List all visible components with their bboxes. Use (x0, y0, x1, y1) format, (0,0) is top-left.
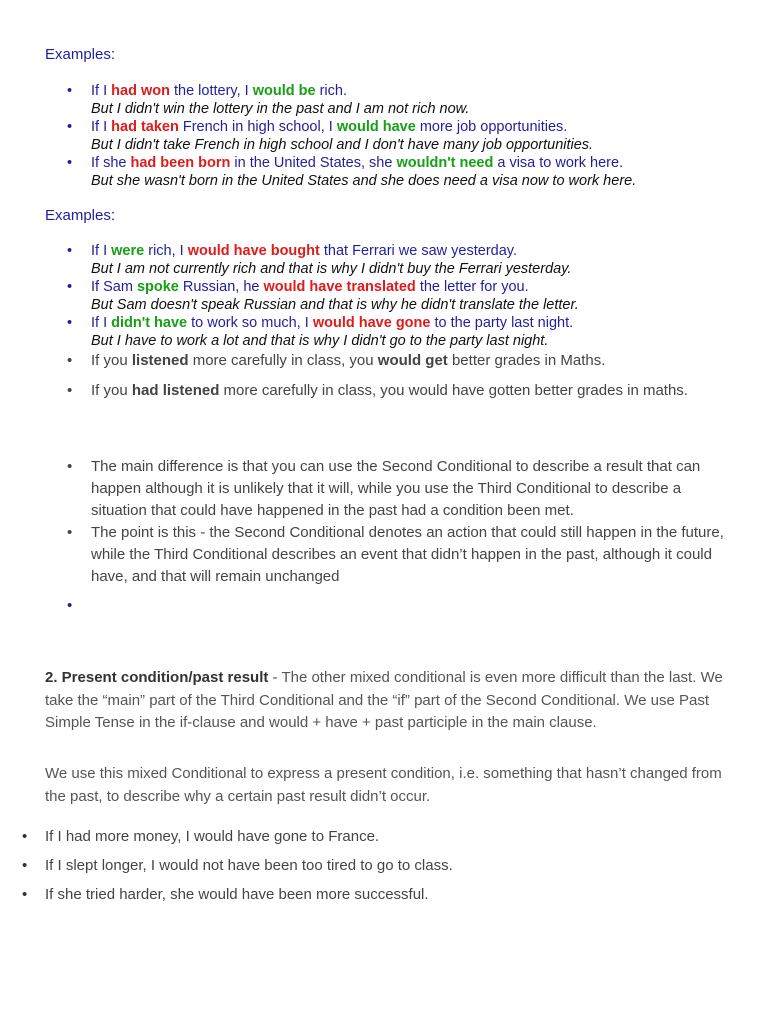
list-item (67, 119, 747, 154)
highlight-red: would have gone (312, 315, 431, 331)
plain-text: the lottery, I (169, 83, 253, 99)
plain-text: rich. (315, 83, 347, 99)
difference-points (67, 456, 727, 588)
bullet-icon: • (67, 352, 73, 369)
bullet-icon: • (22, 828, 28, 845)
explanation-note: But Sam doesn't speak Russian and that is why he didn't translate the letter. (91, 296, 579, 313)
plain-text: more carefully in class, you (188, 352, 378, 369)
highlight-green: would be (252, 83, 316, 99)
bullet-icon: • (67, 119, 73, 135)
plain-text: If she (91, 155, 131, 171)
example-text: If I slept longer, I would not have been too tired to go to class. (45, 857, 453, 874)
bullet-icon: • (67, 83, 73, 99)
highlight-red: had taken (111, 119, 179, 135)
bold-text: would get (377, 352, 448, 369)
list-item (67, 350, 727, 372)
bullet-icon: • (67, 155, 73, 171)
section2-paragraph-2: We use this mixed Conditional to express a present condition, i.e. something that hasn’t changed from the past, to describe why a certain past result didn’t occur. (45, 765, 722, 805)
list-item (67, 522, 727, 588)
plain-text: in the United States, she (230, 155, 397, 171)
list-item (22, 826, 722, 848)
list-item (67, 243, 747, 278)
explanation-note: But I didn't take French in high school and I don't have many job opportunities. (91, 136, 594, 153)
example-text: If I had more money, I would have gone to France. (45, 828, 380, 845)
plain-text: that Ferrari we saw yesterday. (319, 243, 518, 259)
list-item (67, 315, 747, 350)
empty-bullet-icon: • (67, 597, 73, 614)
bold-text: listened (131, 352, 189, 369)
plain-text: better grades in Maths. (447, 352, 606, 369)
highlight-green: were (111, 243, 145, 259)
plain-text: If I (91, 83, 112, 99)
plain-text: the letter for you. (415, 279, 529, 295)
bullet-icon: • (22, 857, 28, 874)
plain-text: to work so much, I (187, 315, 313, 331)
plain-text: a visa to work here. (493, 155, 624, 171)
examples-label: Examples: (45, 46, 116, 63)
highlight-green: wouldn't need (396, 155, 494, 171)
bullet-icon: • (67, 279, 73, 295)
plain-text: rich, I (144, 243, 188, 259)
section2-paragraph (45, 667, 735, 735)
list-item (67, 83, 747, 118)
final-examples (22, 826, 722, 906)
plain-text: more carefully in class, you would have gotten better grades in maths. (219, 382, 688, 399)
explanation-note: But she wasn't born in the United States and she does need a visa now to work here. (91, 172, 637, 189)
plain-text: Russian, he (178, 279, 264, 295)
third-conditional-examples (67, 83, 747, 190)
list-item (22, 855, 722, 877)
section-heading: 2. Present condition/past result (45, 669, 269, 686)
plain-text: If I (91, 119, 112, 135)
bullet-icon: • (67, 458, 73, 475)
explanation-note: But I have to work a lot and that is why I didn't go to the party last night. (91, 332, 549, 349)
listened-examples (67, 350, 727, 402)
list-item (67, 155, 747, 190)
highlight-red: had been born (130, 155, 231, 171)
paragraph-text: The point is this - the Second Conditional denotes an action that could still happen in the future, while the Third Conditional describes an event that didn’t happen in the past, although it could have, and that will remain unchanged (91, 524, 724, 585)
plain-text: If you (91, 382, 132, 399)
bullet-icon: • (22, 886, 28, 903)
plain-text: If you (91, 352, 132, 369)
highlight-red: would have translated (263, 279, 416, 295)
plain-text: more job opportunities. (415, 119, 568, 135)
highlight-red: would have bought (187, 243, 320, 259)
plain-text: French in high school, I (178, 119, 337, 135)
explanation-note: But I didn't win the lottery in the past and I am not rich now. (91, 100, 470, 117)
plain-text: If Sam (91, 279, 137, 295)
bullet-icon: • (67, 524, 73, 541)
list-item (22, 884, 722, 906)
list-item (67, 456, 727, 522)
highlight-green: spoke (136, 279, 179, 295)
paragraph-text: The main difference is that you can use the Second Conditional to describe a result that can happen although it is unlikely that it will, while you use the Third Conditional to describe a situation that could have happened in the past had a condition been met. (91, 458, 701, 519)
highlight-green: didn't have (111, 315, 188, 331)
plain-text: If I (91, 315, 112, 331)
paragraph-text: - The other mixed conditional is even more difficult than the last. We take the “main” part of the Third Conditional and the “if” part of the Second Conditional. We use Past Simple Tense in the if-clause and would + have + past participle in the main clause. (45, 669, 723, 731)
bullet-icon: • (67, 315, 73, 331)
list-item (67, 279, 747, 314)
examples-label: Examples: (45, 207, 116, 224)
list-item (67, 380, 727, 402)
bold-text: had listened (131, 382, 220, 399)
plain-text: If I (91, 243, 112, 259)
highlight-green: would have (336, 119, 416, 135)
explanation-note: But I am not currently rich and that is why I didn't buy the Ferrari yesterday. (91, 260, 572, 277)
highlight-red: had won (111, 83, 170, 99)
example-text: If she tried harder, she would have been more successful. (45, 886, 429, 903)
mixed-conditional-examples (67, 243, 747, 350)
bullet-icon: • (67, 382, 73, 399)
bullet-icon: • (67, 243, 73, 259)
plain-text: to the party last night. (430, 315, 574, 331)
